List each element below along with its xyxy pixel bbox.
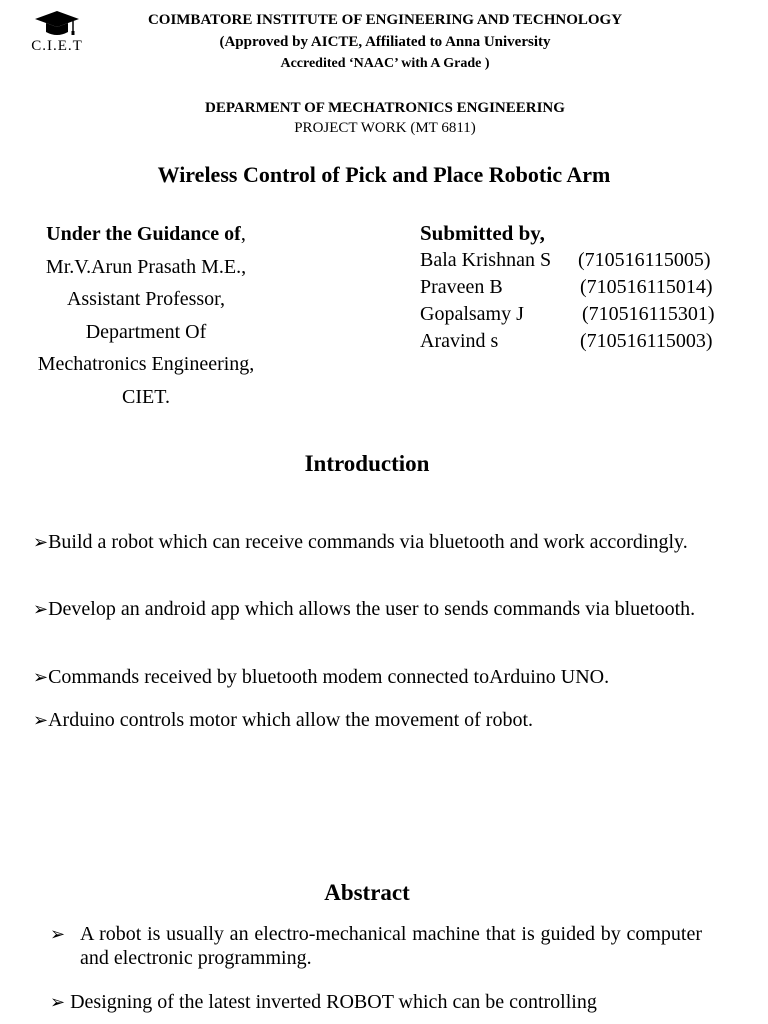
abstract-bullet [50, 922, 702, 970]
guide-designation: Assistant Professor, [66, 288, 226, 310]
student-row [420, 301, 750, 328]
guidance-heading [20, 218, 272, 251]
submitted-heading: Submitted by, [420, 221, 545, 245]
guide-department: Department Of [85, 320, 207, 343]
guidance-block [20, 218, 272, 413]
student-id: (710516115003) [580, 330, 713, 352]
intro-bullet [33, 597, 749, 621]
guide-institute: CIET. [122, 385, 170, 408]
intro-bullet [33, 665, 749, 689]
intro-bullet-text: Build a robot which can receive commands via bluetooth and work accordingly. [48, 531, 688, 553]
intro-bullet [33, 530, 749, 554]
student-name: Aravind s [420, 330, 499, 352]
submitted-block [420, 220, 750, 355]
abstract-bullet-text: A robot is usually an electro-mechanical machine that is guided by computer and electronic programming. [80, 923, 702, 969]
accreditation-line: Accredited ‘NAAC’ with A Grade ) [280, 56, 490, 71]
course-code: PROJECT WORK (MT 6811) [294, 120, 476, 136]
bullet-arrow-icon: ➢ [50, 924, 66, 944]
bullet-arrow-icon: ➢ [33, 667, 49, 687]
student-id: (710516115301) [582, 303, 715, 325]
guidance-heading-text: Under the Guidance of [46, 223, 241, 245]
abstract-bullet [50, 990, 702, 1014]
intro-bullet-text: Commands received by bluetooth modem connected toArduino UNO. [48, 666, 610, 688]
bullet-arrow-icon: ➢ [33, 599, 49, 619]
department-name [90, 98, 680, 118]
student-row [420, 328, 750, 355]
intro-bullet [33, 708, 749, 732]
bullet-arrow-icon: ➢ [33, 710, 49, 730]
project-title: Wireless Control of Pick and Place Robotic Arm [157, 162, 611, 187]
abstract-bullet-text: Designing of the latest inverted ROBOT which can be controlling [70, 991, 597, 1013]
institute-logo [22, 10, 92, 55]
student-name: Praveen B [420, 276, 503, 298]
student-name: Bala Krishnan S [420, 249, 552, 271]
student-id: (710516115014) [580, 276, 713, 298]
student-name: Gopalsamy J [420, 303, 524, 325]
department-label: DEPARMENT OF MECHATRONICS ENGINEERING [205, 100, 565, 116]
bullet-arrow-icon: ➢ [50, 992, 66, 1012]
logo-text: C.I.E.T [31, 38, 83, 54]
guidance-heading-suffix: , [240, 223, 246, 245]
bullet-arrow-icon: ➢ [33, 532, 49, 552]
abstract-heading: Abstract [324, 880, 410, 905]
student-id: (710516115005) [578, 249, 711, 271]
student-row [420, 274, 750, 301]
intro-bullet-text: Arduino controls motor which allow the movement of robot. [48, 709, 534, 731]
intro-bullet-text: Develop an android app which allows the user to sends commands via bluetooth. [48, 598, 696, 620]
graduation-cap-icon [33, 10, 81, 38]
student-row [420, 247, 750, 274]
guide-name: Mr.V.Arun Prasath M.E., [45, 255, 247, 278]
introduction-heading: Introduction [304, 451, 430, 476]
approval-line: (Approved by AICTE, Affiliated to Anna University [219, 34, 551, 50]
guide-department-name: Mechatronics Engineering, [37, 353, 255, 375]
institute-name: COIMBATORE INSTITUTE OF ENGINEERING AND TECHNOLOGY [147, 12, 623, 28]
